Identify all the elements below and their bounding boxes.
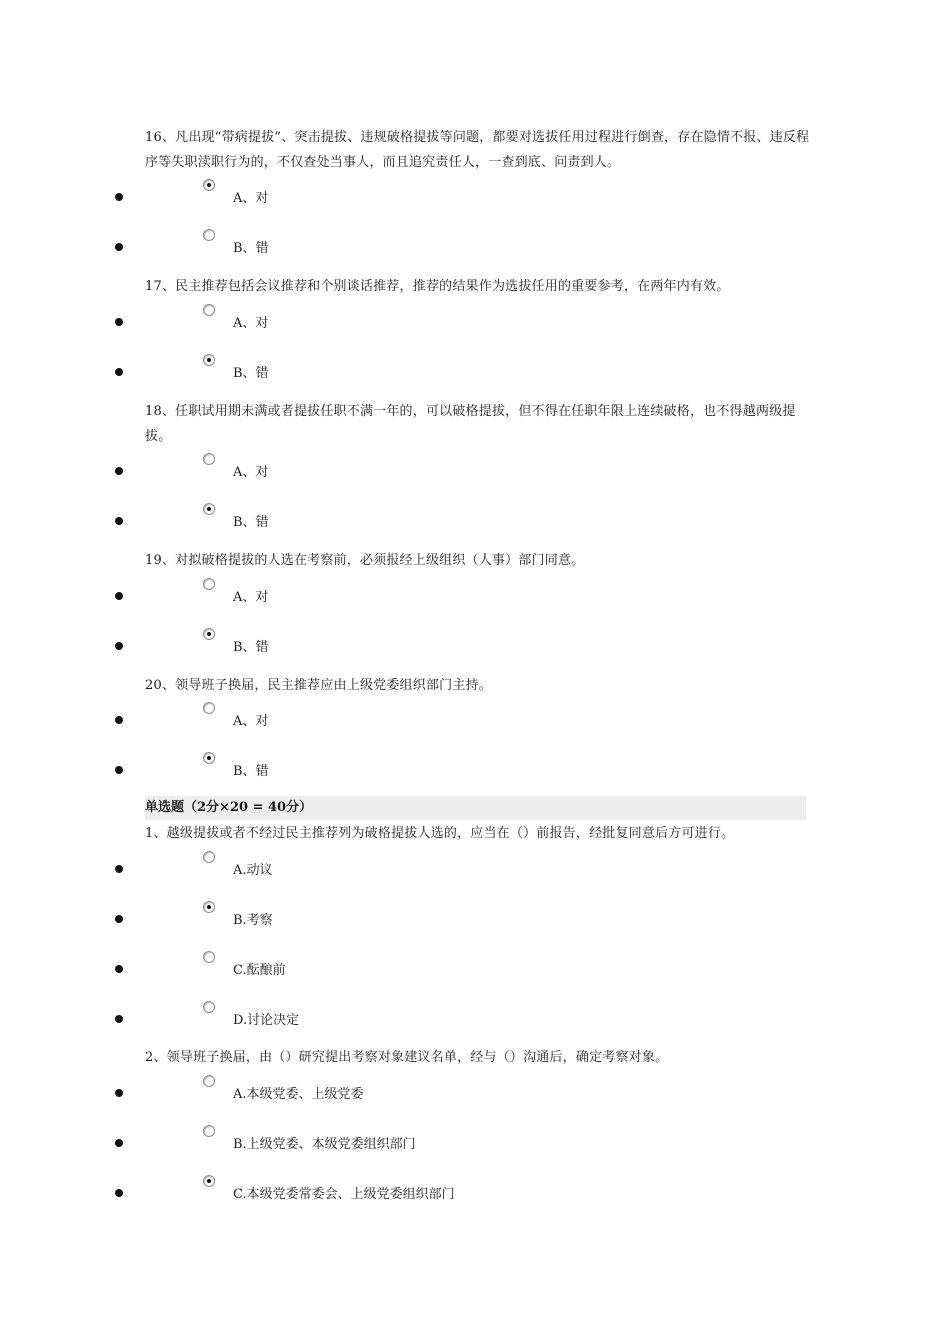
single-choice-1-text: 1、越级提拔或者不经过民主推荐列为破格提拔人选的，应当在（）前报告，经批复同意后方可进行。 xyxy=(145,826,735,841)
radio-q17-b[interactable] xyxy=(203,354,215,366)
option-label: C.本级党委常委会、上级党委组织部门 xyxy=(233,1187,455,1202)
radio-q20-a[interactable] xyxy=(203,702,215,714)
list-bullet xyxy=(115,965,123,973)
section-title: 单选题（2分×20 = 40分） xyxy=(145,800,313,815)
radio-sc2-c[interactable] xyxy=(203,1175,215,1187)
radio-q18-a[interactable] xyxy=(203,453,215,465)
list-bullet xyxy=(115,243,123,251)
list-bullet xyxy=(115,368,123,376)
radio-sc1-b[interactable] xyxy=(203,901,215,913)
radio-sc1-d[interactable] xyxy=(203,1001,215,1013)
question-20-text: 20、领导班子换届，民主推荐应由上级党委组织部门主持。 xyxy=(145,678,492,693)
option-label: B、错 xyxy=(233,640,269,655)
radio-q18-b[interactable] xyxy=(203,503,215,515)
radio-q16-b[interactable] xyxy=(203,229,215,241)
option-label: A.本级党委、上级党委 xyxy=(233,1087,364,1102)
option-label: A、对 xyxy=(233,465,269,480)
radio-q19-b[interactable] xyxy=(203,628,215,640)
list-bullet xyxy=(115,467,123,475)
option-label: A、对 xyxy=(233,191,269,206)
question-19-text: 19、对拟破格提拔的人选在考察前，必须报经上级组织（人事）部门同意。 xyxy=(145,553,585,568)
option-label: B、错 xyxy=(233,241,269,256)
radio-sc2-b[interactable] xyxy=(203,1125,215,1137)
question-18-text: 18、任职试用期未满或者提拔任职不满一年的，可以破格提拔，但不得在任职年限上连续破格，也不得越两级提拔。 xyxy=(145,404,796,444)
list-bullet xyxy=(115,766,123,774)
option-label: B、错 xyxy=(233,366,269,381)
list-bullet xyxy=(115,193,123,201)
list-bullet xyxy=(115,1089,123,1097)
option-label: A、对 xyxy=(233,590,269,605)
list-bullet xyxy=(115,642,123,650)
option-label: B.上级党委、本级党委组织部门 xyxy=(233,1137,416,1152)
list-bullet xyxy=(115,716,123,724)
option-label: C.酝酿前 xyxy=(233,963,286,978)
list-bullet xyxy=(115,1015,123,1023)
list-bullet xyxy=(115,318,123,326)
list-bullet xyxy=(115,865,123,873)
radio-sc1-a[interactable] xyxy=(203,851,215,863)
radio-sc1-c[interactable] xyxy=(203,951,215,963)
single-choice-2-text: 2、领导班子换届，由（）研究提出考察对象建议名单，经与（）沟通后，确定考察对象。 xyxy=(145,1050,669,1065)
list-bullet xyxy=(115,1139,123,1147)
option-label: D.讨论决定 xyxy=(233,1013,300,1028)
list-bullet xyxy=(115,517,123,525)
option-label: A.动议 xyxy=(233,863,273,878)
option-label: B、错 xyxy=(233,764,269,779)
question-17-text: 17、民主推荐包括会议推荐和个别谈话推荐，推荐的结果作为选拔任用的重要参考，在两年内有效。 xyxy=(145,279,730,294)
option-label: A、对 xyxy=(233,316,269,331)
option-label: B、错 xyxy=(233,515,269,530)
list-bullet xyxy=(115,592,123,600)
list-bullet xyxy=(115,1189,123,1197)
radio-q17-a[interactable] xyxy=(203,304,215,316)
radio-q19-a[interactable] xyxy=(203,578,215,590)
radio-q16-a[interactable] xyxy=(203,179,215,191)
question-16-text: 16、凡出现“带病提拔”、突击提拔、违规破格提拔等问题，都要对选拔任用过程进行倒查，存在隐情不报、违反程序等失职渎职行为的，不仅查处当事人，而且追究责任人，一查到底、问责到人。 xyxy=(145,130,810,170)
option-label: A、对 xyxy=(233,714,269,729)
option-label: B.考察 xyxy=(233,913,273,928)
radio-sc2-a[interactable] xyxy=(203,1075,215,1087)
list-bullet xyxy=(115,915,123,923)
radio-q20-b[interactable] xyxy=(203,752,215,764)
